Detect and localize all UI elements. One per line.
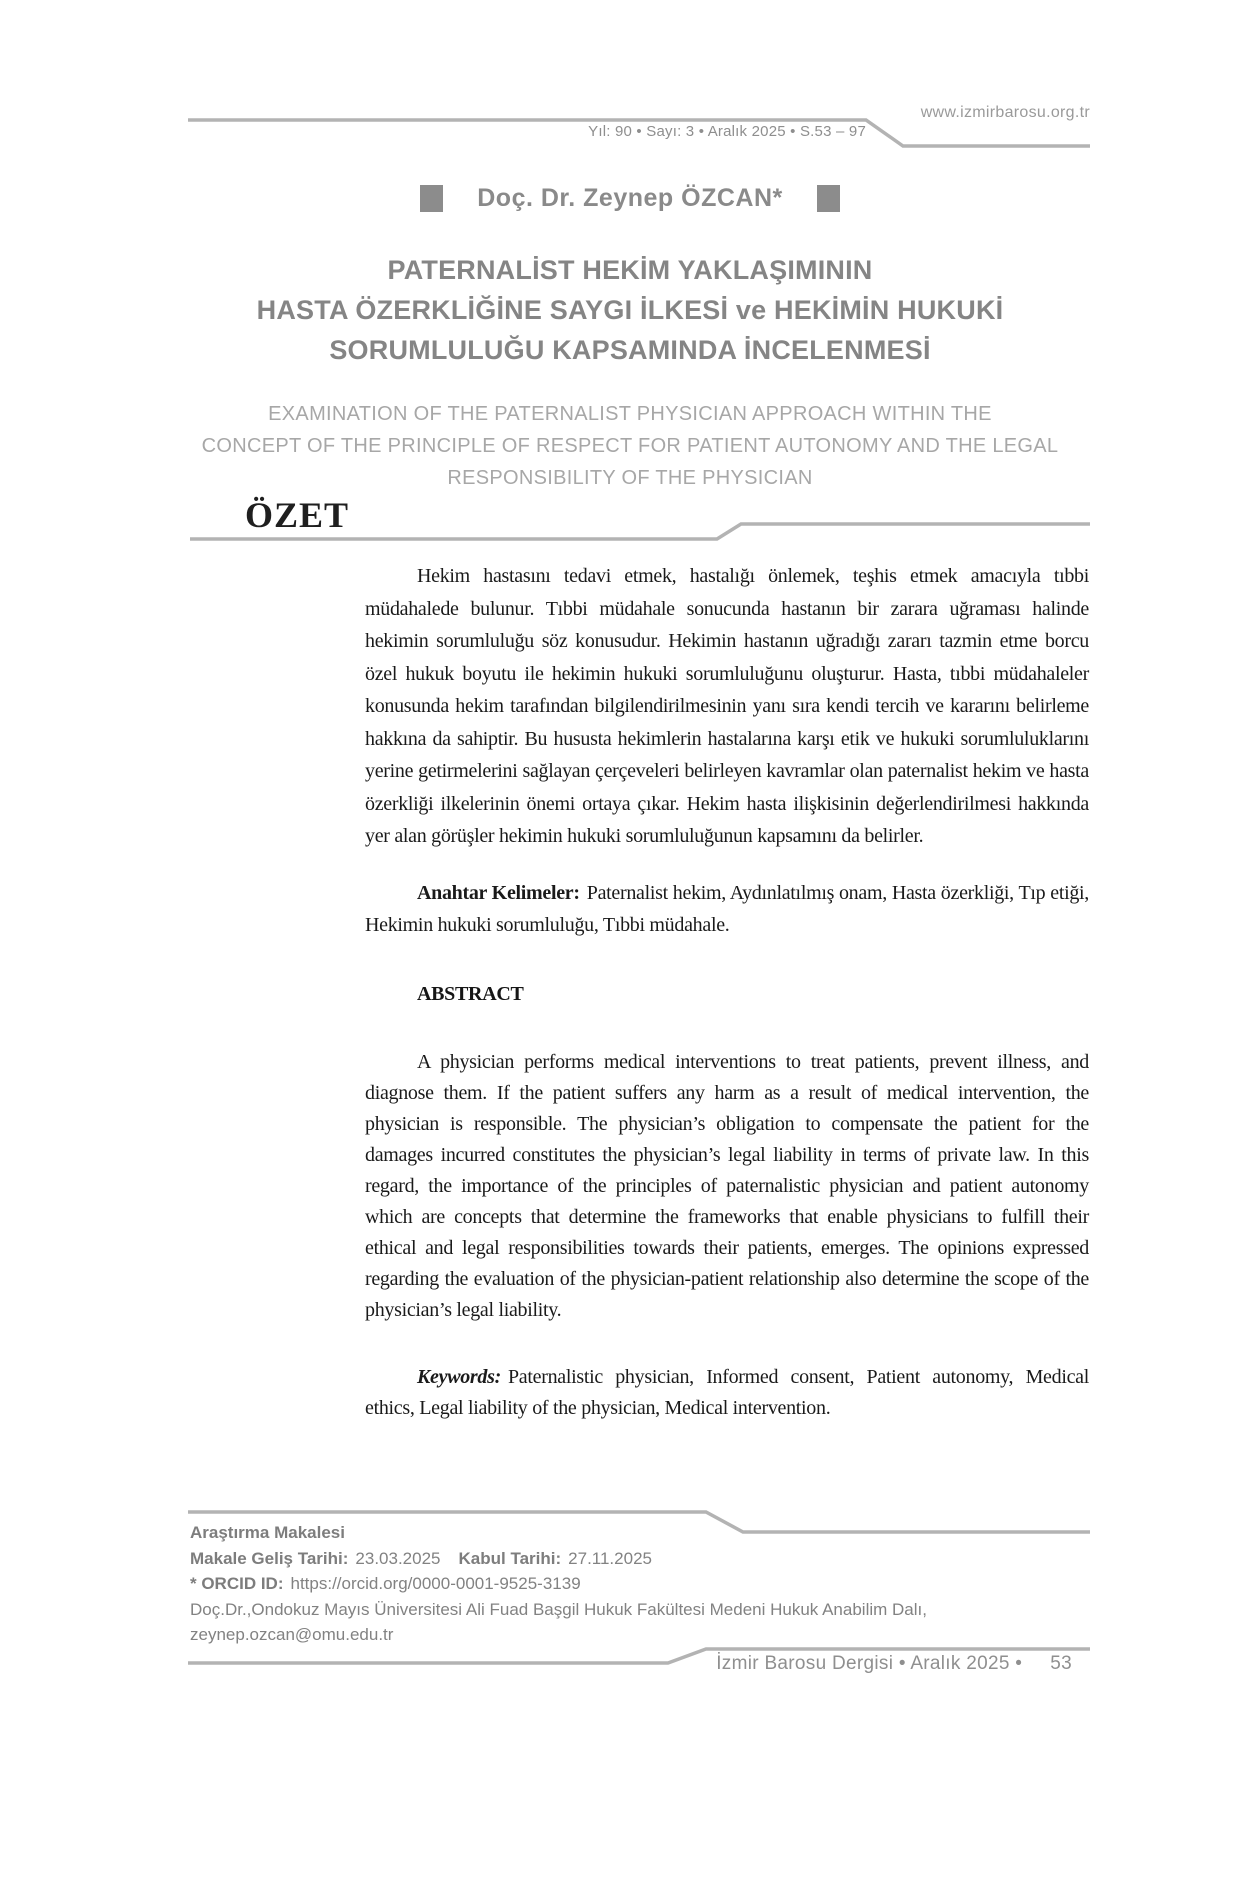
title-en-line-1: EXAMINATION OF THE PATERNALIST PHYSICIAN APPROACH WITHIN THE xyxy=(268,403,992,425)
orcid-url-link[interactable]: https://orcid.org/0000-0001-9525-3139 xyxy=(290,1574,581,1593)
anahtar-kelimeler-label: Anahtar Kelimeler: xyxy=(417,881,580,904)
keywords-label: Keywords: xyxy=(417,1365,501,1388)
journal-website-link[interactable]: www.izmirbarosu.org.tr xyxy=(920,104,1090,121)
title-tr-line-2: HASTA ÖZERKLİĞİNE SAYGI İLKESİ ve HEKİMİN HUKUKİ xyxy=(256,295,1004,325)
author-left-square-icon xyxy=(420,185,443,212)
journal-name-issue: İzmir Barosu Dergisi • Aralık 2025 • xyxy=(716,1653,1023,1674)
author-right-square-icon xyxy=(817,185,840,212)
article-title-turkish xyxy=(0,250,1260,370)
ozet-body-paragraph: Hekim hastasını tedavi etmek, hastalığı önlemek, teşhis etmek amacıyla tıbbi müdahalede bulunur. Tıbbi müdahale sonucunda hastanın bir zarara uğraması halinde hekimin sorumluluğu söz konusudur. Hekimin hastanın uğradığı zararı tazmin etme borcu özel hukuk boyutu ile hekimin hukuki sorumluluğunu oluşturur. Hasta, tıbbi müdahaleler konusunda hekim tarafından bilgilendirilmesinin yanı sıra kendi tercih ve kararını belirleme hakkına da sahiptir. Bu hususta hekimlerin hastalarına karşı etik ve hukuki sorumluluklarını yerine getirmelerini sağlayan çerçeveleri belirleyen kavramlar olan paternalist hekim ve hasta özerkliği ilkelerinin önemi ortaya çıkar. Hekim hasta ilişkisinin değerlendirilmesi hakkında yer alan görüşler hekimin hukuki sorumluluğunun kapsamını da belirler. xyxy=(365,565,1089,847)
journal-footer-line xyxy=(716,1653,1072,1675)
title-tr-line-3: SORUMLULUĞU KAPSAMINDA İNCELENMESİ xyxy=(329,335,931,365)
title-en-line-2: CONCEPT OF THE PRINCIPLE OF RESPECT FOR PATIENT AUTONOMY AND THE LEGAL xyxy=(201,435,1059,457)
title-tr-line-1: PATERNALİST HEKİM YAKLAŞIMININ xyxy=(387,255,873,285)
abstract-body-paragraph: A physician performs medical interventions to treat patients, prevent illness, and diagnose them. If the patient suffers any harm as a result of medical intervention, the physician is responsible. The physician’s obligation to compensate the patient for the damages incurred constitutes the physician’s legal liability in terms of private law. In this regard, the importance of the principles of paternalistic physician and patient autonomy which are concepts that determine the frameworks that enable physicians to fulfill their ethical and legal responsibilities towards their patients, emerges. The opinions expressed regarding the evaluation of the physician-patient relationship also determine the scope of the physician’s legal liability. xyxy=(365,1050,1089,1321)
received-date-label: Makale Geliş Tarihi: xyxy=(190,1548,349,1568)
page-number: 53 xyxy=(1050,1653,1072,1674)
keywords-paragraph xyxy=(365,1362,1089,1424)
anahtar-kelimeler-paragraph xyxy=(365,877,1089,942)
received-date: 23.03.2025 xyxy=(355,1548,441,1568)
article-type: Araştırma Makalesi xyxy=(190,1523,345,1542)
orcid-label: * ORCID ID: xyxy=(190,1574,284,1593)
issue-info: Yıl: 90 • Sayı: 3 • Aralık 2025 • S.53 – 97 xyxy=(588,123,866,140)
abstract-heading: ABSTRACT xyxy=(417,983,524,1005)
ozet-heading: ÖZET xyxy=(245,495,350,535)
author-row xyxy=(0,184,1260,213)
ozet-rule xyxy=(190,518,1090,544)
article-title-english xyxy=(0,398,1260,494)
footnote-block xyxy=(190,1520,1090,1648)
anahtar-kelimeler-text: Paternalist hekim, Aydınlatılmış onam, Hasta özerkliği, Tıp etiği, Hekimin hukuki sorumluluğu, Tıbbi müdahale. xyxy=(365,881,1089,936)
title-en-line-3: RESPONSIBILITY OF THE PHYSICIAN xyxy=(447,467,813,489)
accepted-date: 27.11.2025 xyxy=(568,1548,652,1568)
dates-line xyxy=(190,1546,1090,1572)
orcid-line xyxy=(190,1571,1090,1597)
author-affiliation: Doç.Dr.,Ondokuz Mayıs Üniversitesi Ali Fuad Başgil Hukuk Fakültesi Medeni Hukuk Anabilim Dalı, xyxy=(190,1599,927,1619)
ozet-section xyxy=(365,560,1089,942)
author-name: Doç. Dr. Zeynep ÖZCAN* xyxy=(477,184,783,212)
author-email-link[interactable]: zeynep.ozcan@omu.edu.tr xyxy=(190,1625,394,1644)
abstract-section xyxy=(365,978,1089,1424)
accepted-date-label: Kabul Tarihi: xyxy=(458,1548,562,1568)
keywords-text: Paternalistic physician, Informed consent, Patient autonomy, Medical ethics, Legal liability of the physician, Medical intervention. xyxy=(365,1365,1089,1419)
